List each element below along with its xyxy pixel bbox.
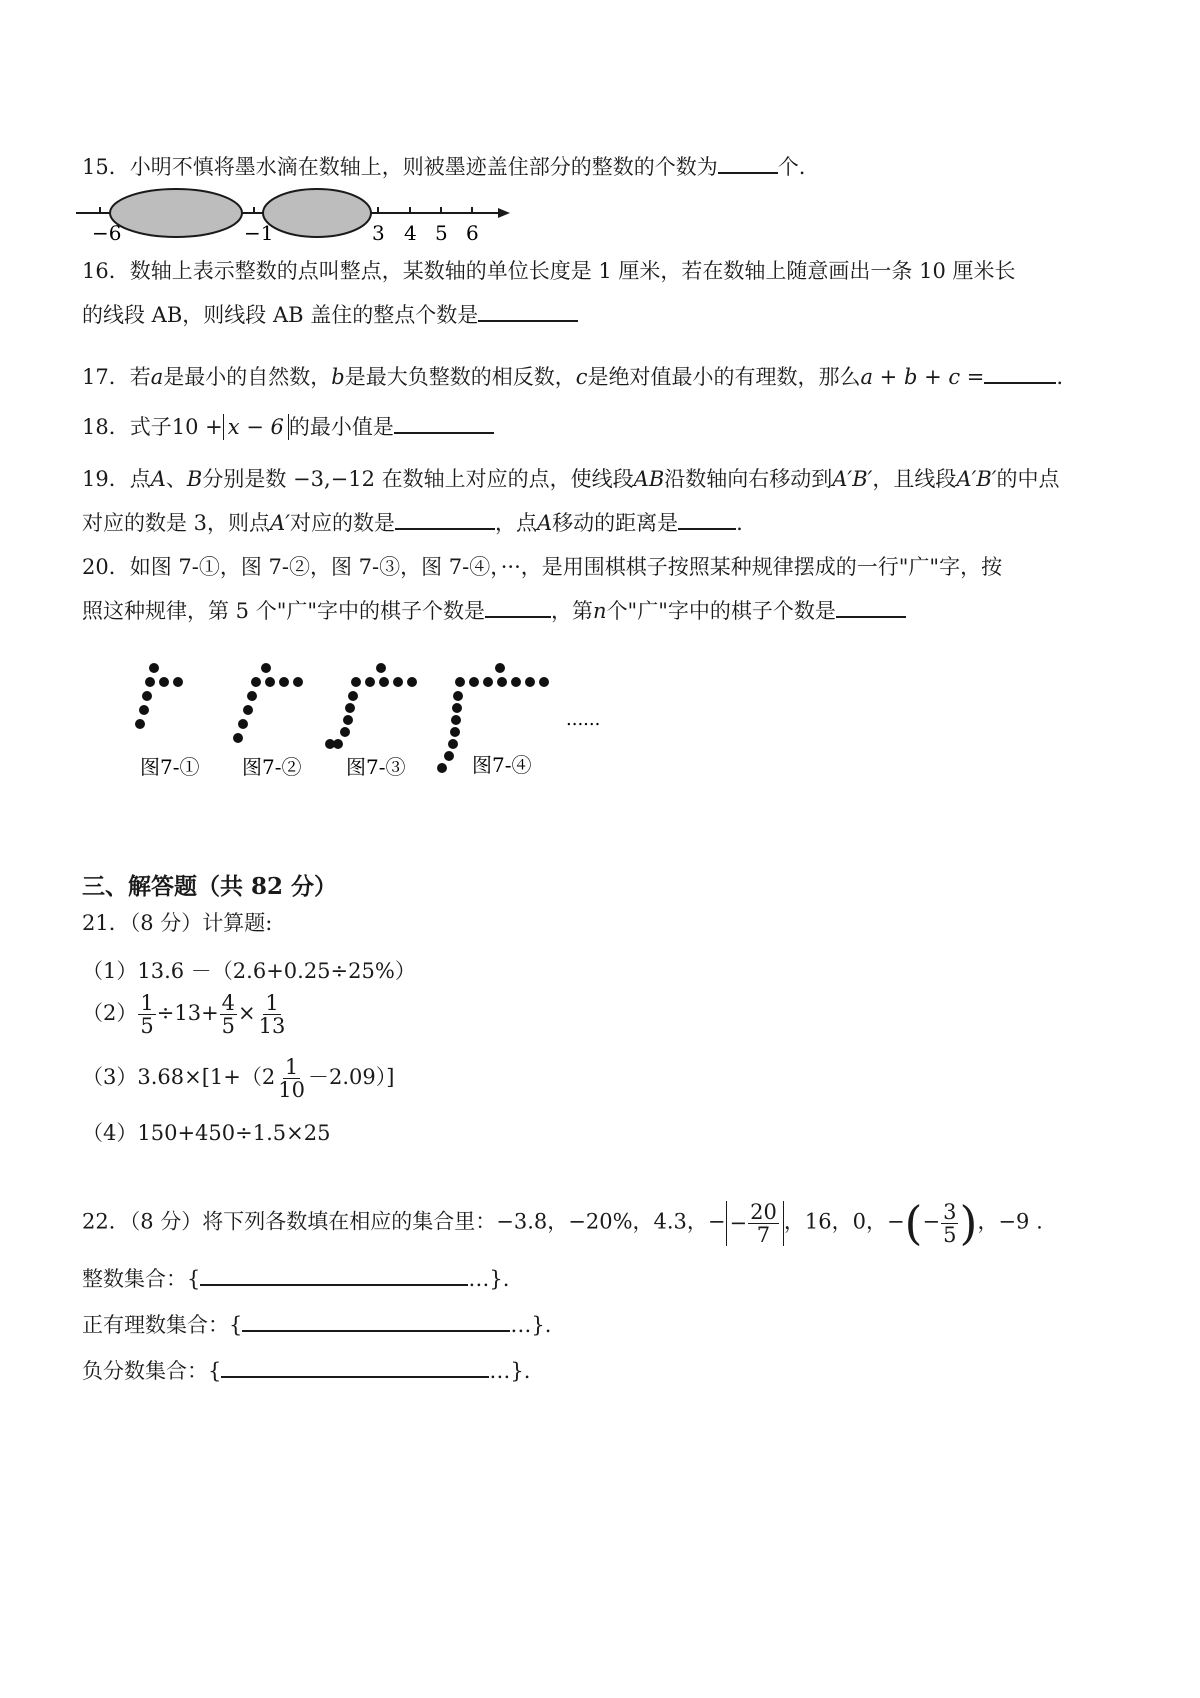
denominator: 5: [221, 1014, 236, 1038]
answer-blank: [984, 362, 1056, 384]
figure-label: 图7-②: [242, 755, 302, 779]
fraction: [257, 992, 288, 1037]
question-text: 分别是数 −3,−12 在数轴上对应的点，使线段: [202, 467, 634, 491]
var-n: n: [593, 599, 607, 623]
set-negative-fractions: [82, 1356, 530, 1386]
math-expression: 10 +: [171, 415, 223, 439]
question-16-line2: [82, 300, 578, 330]
question-19-line2: [82, 508, 743, 538]
axis-label: −6: [92, 221, 122, 245]
set-label: 整数集合：{: [82, 1267, 201, 1291]
math-expression: ÷13+: [156, 1001, 219, 1025]
axis-label: 5: [435, 221, 448, 245]
question-21-part-1: （1）13.6 －（2.6+0.25÷25%）: [82, 959, 416, 983]
minus-sign: −: [729, 1211, 748, 1235]
question-text: 对应的数是: [289, 511, 395, 535]
answer-blank: [485, 596, 551, 618]
set-label: 负分数集合：{: [82, 1359, 222, 1383]
var-b: b: [331, 365, 345, 389]
question-20-line2: [82, 596, 906, 626]
answer-blank[interactable]: [200, 1264, 468, 1286]
segment-apbp: A′B′: [956, 467, 997, 491]
answer-blank[interactable]: [221, 1356, 489, 1378]
fraction: [748, 1201, 779, 1246]
question-text: 个"广"字中的棋子个数是: [606, 599, 836, 623]
question-text: 移动的距离是: [552, 511, 679, 535]
right-paren: ): [959, 1196, 978, 1250]
set-end: …}.: [468, 1267, 510, 1291]
point-ap: A′: [270, 511, 290, 535]
point-b: B: [186, 467, 203, 491]
numerator: 20: [750, 1199, 777, 1224]
figure-label: 图7-①: [140, 755, 200, 779]
question-text: ，16，0，−: [783, 1209, 905, 1234]
question-text: 17．若: [82, 365, 151, 389]
question-suffix: .: [1056, 365, 1064, 389]
question-suffix: 个.: [777, 155, 806, 179]
section-heading: 三、解答题（共 82 分）: [82, 873, 338, 900]
question-text: ，点: [494, 511, 537, 535]
question-19-line1: [82, 464, 1060, 494]
denominator: 13: [258, 1014, 286, 1038]
question-text: 18．式子: [82, 415, 172, 439]
question-text: 的中点: [996, 467, 1060, 491]
point-a: A: [150, 467, 166, 491]
denominator: 5: [943, 1222, 957, 1247]
part-label: （2）: [82, 1001, 138, 1025]
question-text: 的线段 AB，则线段 AB 盖住的整点个数是: [82, 303, 479, 327]
question-text: ，且线段: [872, 467, 957, 491]
question-18: [82, 412, 494, 442]
question-text: 的最小值是: [288, 415, 394, 439]
ink-blot-left: [110, 189, 242, 237]
question-21-part-2: [82, 992, 288, 1037]
axis-label: 6: [466, 221, 479, 245]
answer-blank: [478, 300, 578, 322]
question-17: [82, 362, 1063, 392]
question-text: 是最大负整数的相反数，: [344, 365, 576, 389]
set-end: …}.: [489, 1359, 531, 1383]
question-22: [82, 1196, 1043, 1250]
numerator: 1: [284, 1055, 299, 1079]
figure-7-1: [135, 663, 183, 729]
question-21-part-3: [82, 1056, 394, 1101]
answer-blank: [394, 412, 494, 434]
denominator: 10: [278, 1078, 305, 1102]
question-text: ，第: [551, 599, 594, 623]
go-stones-figure: [120, 650, 680, 850]
var-a: a: [150, 365, 164, 389]
ellipsis: ......: [566, 709, 601, 730]
segment-apbp: A′B′: [832, 467, 873, 491]
question-21-part-4: （4）150+450÷1.5×25: [82, 1121, 331, 1145]
question-text: 19．点: [82, 467, 151, 491]
question-text: 是最小的自然数，: [163, 365, 332, 389]
answer-blank: [395, 508, 495, 530]
left-paren: (: [904, 1196, 923, 1250]
set-end: …}.: [510, 1313, 552, 1337]
question-text: 、: [165, 467, 187, 491]
point-a: A: [536, 511, 553, 535]
fraction: [220, 992, 237, 1037]
axis-label: 4: [404, 221, 417, 245]
minus-sign: −: [922, 1209, 941, 1234]
figure-7-2: [233, 663, 303, 743]
axis-arrow: [498, 208, 510, 218]
math-expression: （3）3.68×[1+（2: [82, 1065, 276, 1089]
question-20-line1: 20．如图 7-①，图 7-②，图 7-③，图 7-④，···，是用围棋棋子按照某种规律摆成的一行"广"字，按: [82, 555, 1003, 579]
figure-label: 图7-④: [472, 753, 532, 777]
question-text: 对应的数是 3，则点: [82, 511, 271, 535]
question-21-title: 21．（8 分）计算题:: [82, 911, 273, 935]
denominator: 7: [756, 1222, 771, 1247]
question-text: 是绝对值最小的有理数，那么: [587, 365, 861, 389]
fraction: [941, 1201, 958, 1246]
var-c: c: [575, 365, 588, 389]
question-number: 15．: [82, 155, 130, 179]
answer-blank: [836, 596, 906, 618]
question-suffix: .: [736, 511, 743, 535]
set-label: 正有理数集合：{: [82, 1313, 243, 1337]
figure-7-3: [325, 663, 417, 749]
question-text: 小明不慎将墨水滴在数轴上，则被墨迹盖住部分的整数的个数为: [129, 155, 718, 179]
absolute-value: [726, 1201, 784, 1246]
question-15: [82, 152, 805, 182]
numerator: 3: [943, 1199, 957, 1224]
figure-label: 图7-③: [346, 755, 406, 779]
denominator: 5: [140, 1014, 154, 1038]
set-positive-rationals: [82, 1310, 551, 1340]
question-16-line1: 16．数轴上表示整数的点叫整点，某数轴的单位长度是 1 厘米，若在数轴上随意画出一条 10 厘米长: [82, 259, 1016, 283]
axis-label: 3: [372, 221, 385, 245]
fraction: [138, 992, 155, 1037]
number-line-figure: [70, 185, 520, 245]
set-integers: [82, 1264, 509, 1294]
math-expression: a + b + c =: [860, 365, 985, 389]
question-text: 照这种规律，第 5 个"广"字中的棋子个数是: [82, 599, 486, 623]
fraction: [276, 1056, 307, 1101]
answer-blank: [718, 152, 778, 174]
math-expression: ×: [238, 1001, 256, 1025]
axis-label: −1: [244, 221, 274, 245]
question-text: 22．（8 分）将下列各数填在相应的集合里：−3.8，−20%，4.3，−: [82, 1209, 726, 1234]
absolute-value: x − 6: [223, 414, 289, 440]
question-text: 沿数轴向右移动到: [664, 467, 833, 491]
numerator: 4: [221, 991, 236, 1015]
segment-ab: AB: [633, 467, 665, 491]
answer-blank[interactable]: [242, 1310, 510, 1332]
numerator: 1: [140, 991, 154, 1015]
question-text: ，−9 .: [977, 1209, 1043, 1234]
math-expression: －2.09）]: [307, 1065, 395, 1089]
numerator: 1: [265, 991, 279, 1015]
answer-blank: [678, 508, 736, 530]
ink-blot-right: [263, 189, 371, 237]
